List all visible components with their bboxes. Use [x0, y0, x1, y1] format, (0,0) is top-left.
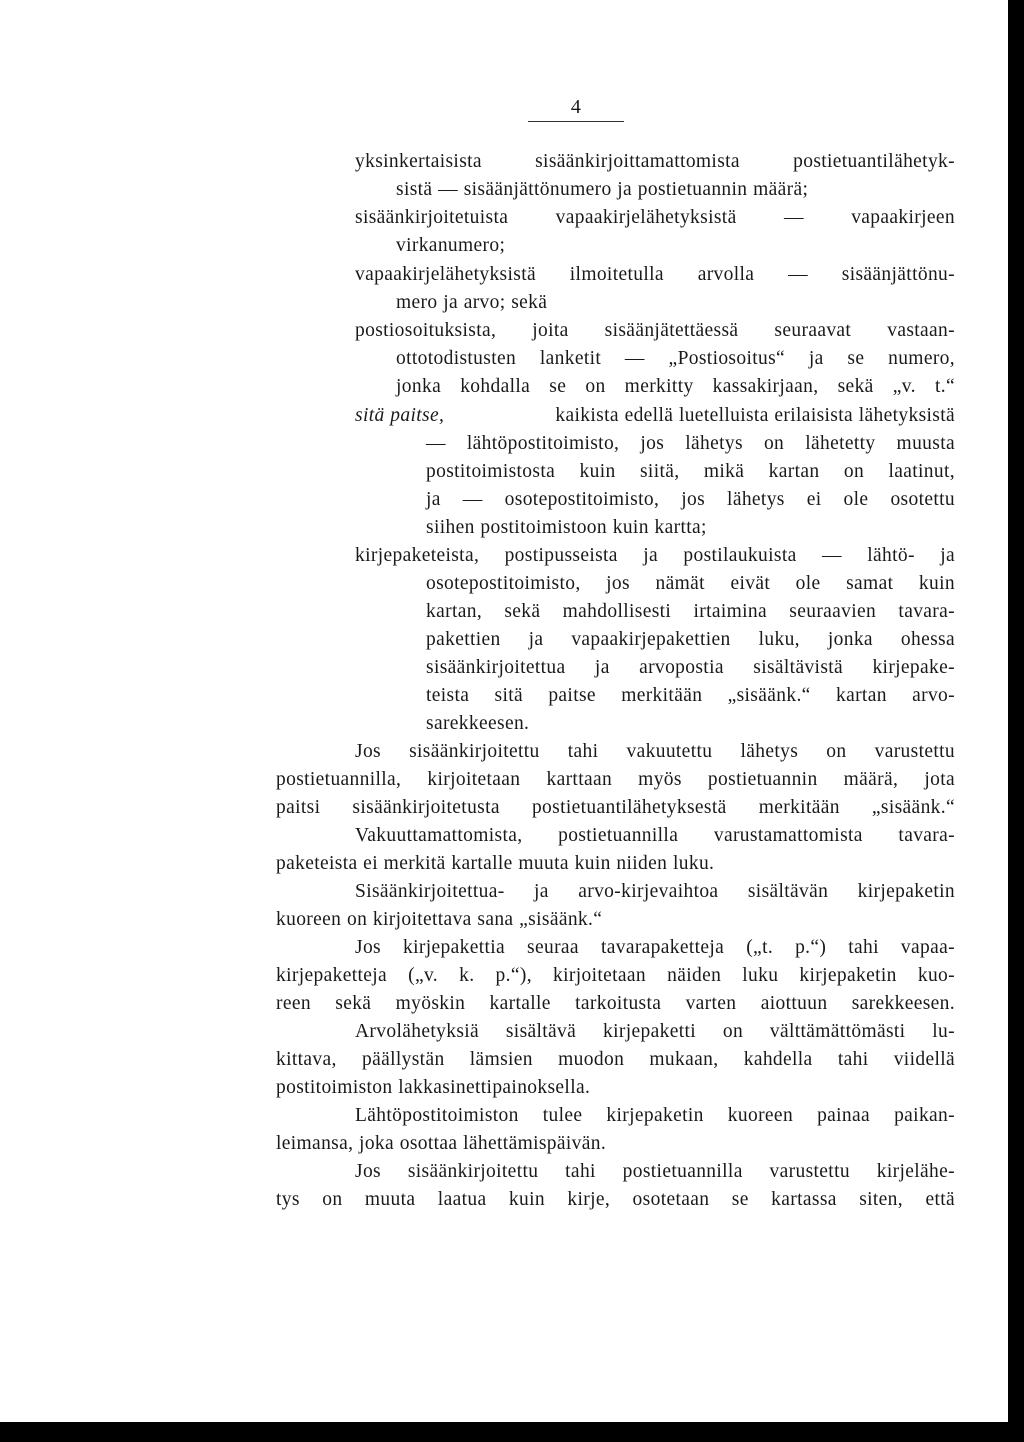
- paragraph-line: Jos kirjepakettia seuraa tavarapaketteja („t. p.“) tahi vapaa-: [355, 937, 955, 958]
- paragraph-line: paketeista ei merkitä kartalle muuta kuin niiden luku.: [276, 853, 715, 874]
- list-item-line: jonka kohdalla se on merkitty kassakirjaan, sekä „v. t.“: [396, 376, 955, 397]
- list-item-line: ottotodistusten lanketit — „Postiosoitus“ ja se numero,: [396, 348, 955, 369]
- paragraph-line: Sisäänkirjoitettua- ja arvo-kirjevaihtoa sisältävän kirjepaketin: [355, 881, 955, 902]
- paragraph-line: Arvolähetyksiä sisältävä kirjepaketti on välttämättömästi lu-: [355, 1021, 955, 1042]
- paragraph-line: reen sekä myöskin kartalle tarkoitusta varten aiottuun sarekkeesen.: [276, 993, 955, 1014]
- list-item-line: vapaakirjelähetyksistä ilmoitetulla arvolla — sisäänjättönu-: [355, 264, 955, 285]
- besides-first-line-rest: kaikista edellä luetelluista erilaisista lähetyksistä: [555, 405, 955, 426]
- paragraph-line: Jos sisäänkirjoitettu tahi vakuutettu lähetys on varustettu: [355, 741, 955, 762]
- page-number-rule: [528, 121, 624, 122]
- paragraph-line: paitsi sisäänkirjoitetusta postietuantilähetyksestä merkitään „sisäänk.“: [276, 797, 955, 818]
- paragraph-line: tys on muuta laatua kuin kirje, osotetaan se kartassa siten, että: [276, 1189, 955, 1210]
- paragraph-line: postitoimiston lakkasinettipainoksella.: [276, 1077, 591, 1098]
- paragraph-line: Lähtöpostitoimiston tulee kirjepaketin kuoreen painaa paikan-: [355, 1105, 955, 1126]
- parcels-line: kartan, sekä mahdollisesti irtaimina seuraavien tavara-: [426, 601, 955, 622]
- paragraph-line: kirjepaketteja („v. k. p.“), kirjoitetaan näiden luku kirjepaketin kuo-: [276, 965, 955, 986]
- besides-line: siihen postitoimistoon kuin kartta;: [426, 517, 707, 538]
- parcels-line: teista sitä paitse merkitään „sisäänk.“ kartan arvo-: [426, 685, 955, 706]
- besides-first-line: [355, 403, 955, 429]
- paragraph-line: Jos sisäänkirjoitettu tahi postietuannilla varustettu kirjelähe-: [355, 1161, 955, 1182]
- list-item-line: sistä — sisäänjättönumero ja postietuannin määrä;: [396, 179, 809, 200]
- besides-emphasis: sitä paitse,: [355, 405, 445, 426]
- scan-edge-right: [1008, 0, 1024, 1442]
- parcels-line: sisäänkirjoitettua ja arvopostia sisältävistä kirjepake-: [426, 657, 955, 678]
- parcels-line: sarekkeesen.: [426, 713, 530, 734]
- page-number: 4: [570, 96, 582, 118]
- paragraph-line: postietuannilla, kirjoitetaan karttaan myös postietuannin määrä, jota: [276, 769, 955, 790]
- list-item-line: postiosoituksista, joita sisäänjätettäessä seuraavat vastaan-: [355, 320, 955, 341]
- parcels-line: osotepostitoimisto, jos nämät eivät ole samat kuin: [426, 573, 955, 594]
- besides-line: postitoimistosta kuin siitä, mikä kartan on laatinut,: [426, 461, 955, 482]
- paragraph-line: Vakuuttamattomista, postietuannilla varustamattomista tavara-: [355, 825, 955, 846]
- list-item-line: virkanumero;: [396, 235, 506, 256]
- parcels-line: kirjepaketeista, postipusseista ja postilaukuista — lähtö- ja: [355, 545, 955, 566]
- paragraph-line: leimansa, joka osottaa lähettämispäivän.: [276, 1133, 607, 1154]
- scan-edge-bottom: [0, 1422, 1024, 1442]
- list-item-line: sisäänkirjoitetuista vapaakirjelähetyksistä — vapaakirjeen: [355, 207, 955, 228]
- parcels-line: pakettien ja vapaakirjepakettien luku, jonka ohessa: [426, 629, 955, 650]
- paragraph-line: kuoreen on kirjoitettava sana „sisäänk.“: [276, 909, 603, 930]
- paragraph-line: kittava, päällystän lämsien muodon mukaan, kahdella tahi viidellä: [276, 1049, 955, 1070]
- besides-line: ja — osotepostitoimisto, jos lähetys ei ole osotettu: [426, 489, 955, 510]
- list-item-line: yksinkertaisista sisäänkirjoittamattomista postietuantilähetyk-: [355, 151, 955, 172]
- list-item-line: mero ja arvo; sekä: [396, 292, 548, 313]
- besides-line: — lähtöpostitoimisto, jos lähetys on lähetetty muusta: [426, 433, 955, 454]
